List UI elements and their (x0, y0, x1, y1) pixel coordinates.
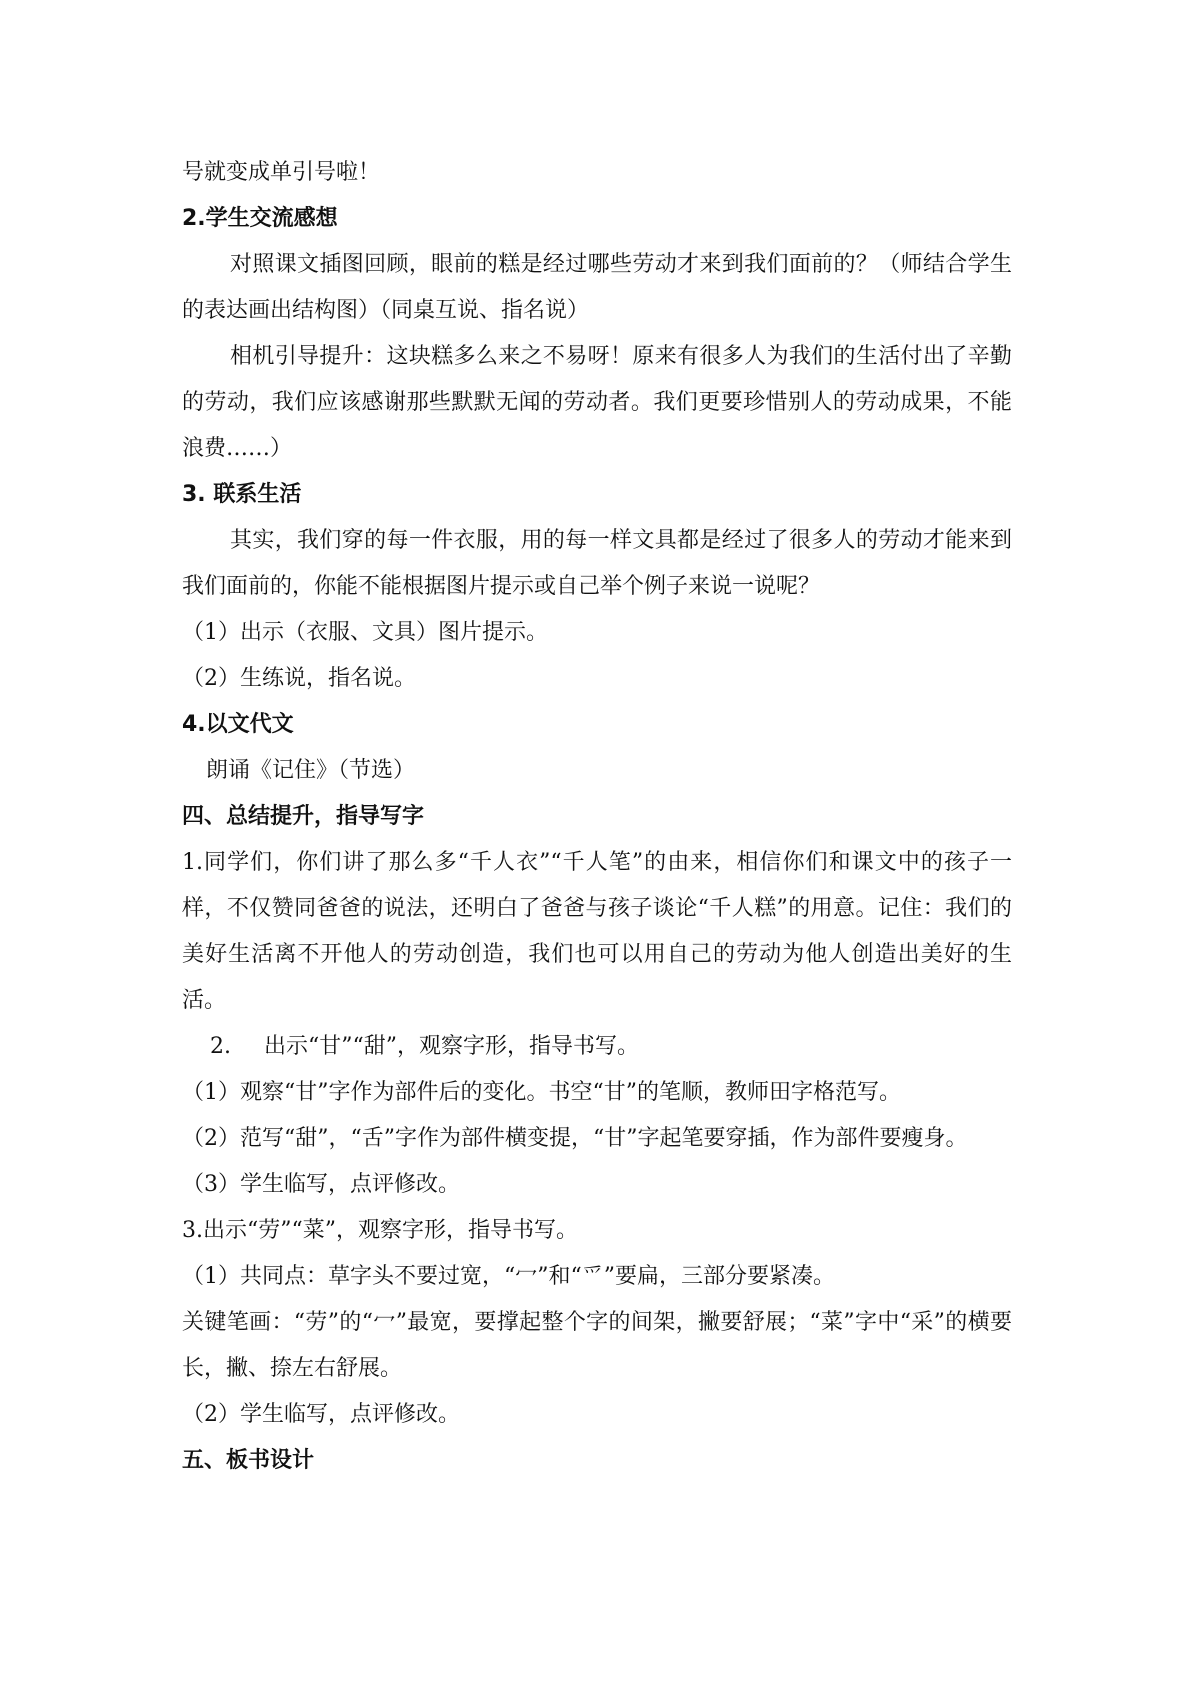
chapter-heading-4: 四、总结提升，指导写字 (182, 804, 425, 829)
list-item: （2）生练说，指名说。 (182, 666, 416, 691)
paragraph: 其实，我们穿的每一件衣服，用的每一样文具都是经过了很多人的劳动才能来到我们面前的，你能不能根据图片提示或自己举个例子来说一说呢？ (182, 528, 1012, 599)
paragraph: 1.同学们，你们讲了那么多“千人衣”“千人笔”的由来，相信你们和课文中的孩子一样，不仅赞同爸爸的说法，还明白了爸爸与孩子谈论“千人糕”的用意。记住：我们的美好生活离不开他人的劳动创造，我们也可以用自己的劳动为他人创造出美好的生活。 (182, 850, 1012, 1013)
list-item: （3）学生临写，点评修改。 (182, 1172, 460, 1197)
list-item: （1）出示（衣服、文具）图片提示。 (182, 620, 548, 645)
list-number: 2. (210, 1034, 231, 1059)
chapter-heading-5: 五、板书设计 (182, 1448, 315, 1473)
document-body (182, 150, 1012, 1484)
list-item: （1）共同点：草字头不要过宽，“冖”和“爫”要扁，三部分要紧凑。 (182, 1264, 835, 1289)
section-heading-2: 2.学生交流感想 (182, 206, 338, 231)
section-heading-4: 4.以文代文 (182, 712, 294, 737)
list-item (182, 1024, 1012, 1070)
list-item-text: 出示“甘”“甜”，观察字形，指导书写。 (264, 1034, 639, 1059)
list-item: （2）范写“甜”，“舌”字作为部件横变提，“甘”字起笔要穿插，作为部件要瘦身。 (182, 1126, 968, 1151)
paragraph-continuation: 号就变成单引号啦！ (182, 160, 381, 185)
list-item: （2）学生临写，点评修改。 (182, 1402, 460, 1427)
paragraph: 朗诵《记住》（节选） (206, 758, 416, 783)
list-item: 3.出示“劳”“菜”，观察字形，指导书写。 (182, 1218, 578, 1243)
paragraph: 对照课文插图回顾，眼前的糕是经过哪些劳动才来到我们面前的？（师结合学生的表达画出结构图）（同桌互说、指名说） (182, 252, 1012, 323)
paragraph: 关键笔画：“劳”的“冖”最宽，要撑起整个字的间架，撇要舒展；“菜”字中“采”的横要长，撇、捺左右舒展。 (182, 1310, 1012, 1381)
list-item: （1）观察“甘”字作为部件后的变化。书空“甘”的笔顺，教师田字格范写。 (182, 1080, 901, 1105)
paragraph: 相机引导提升：这块糕多么来之不易呀！原来有很多人为我们的生活付出了辛勤的劳动，我们应该感谢那些默默无闻的劳动者。我们更要珍惜别人的劳动成果，不能浪费……） (182, 344, 1012, 461)
section-heading-3: 3. 联系生活 (182, 482, 302, 507)
